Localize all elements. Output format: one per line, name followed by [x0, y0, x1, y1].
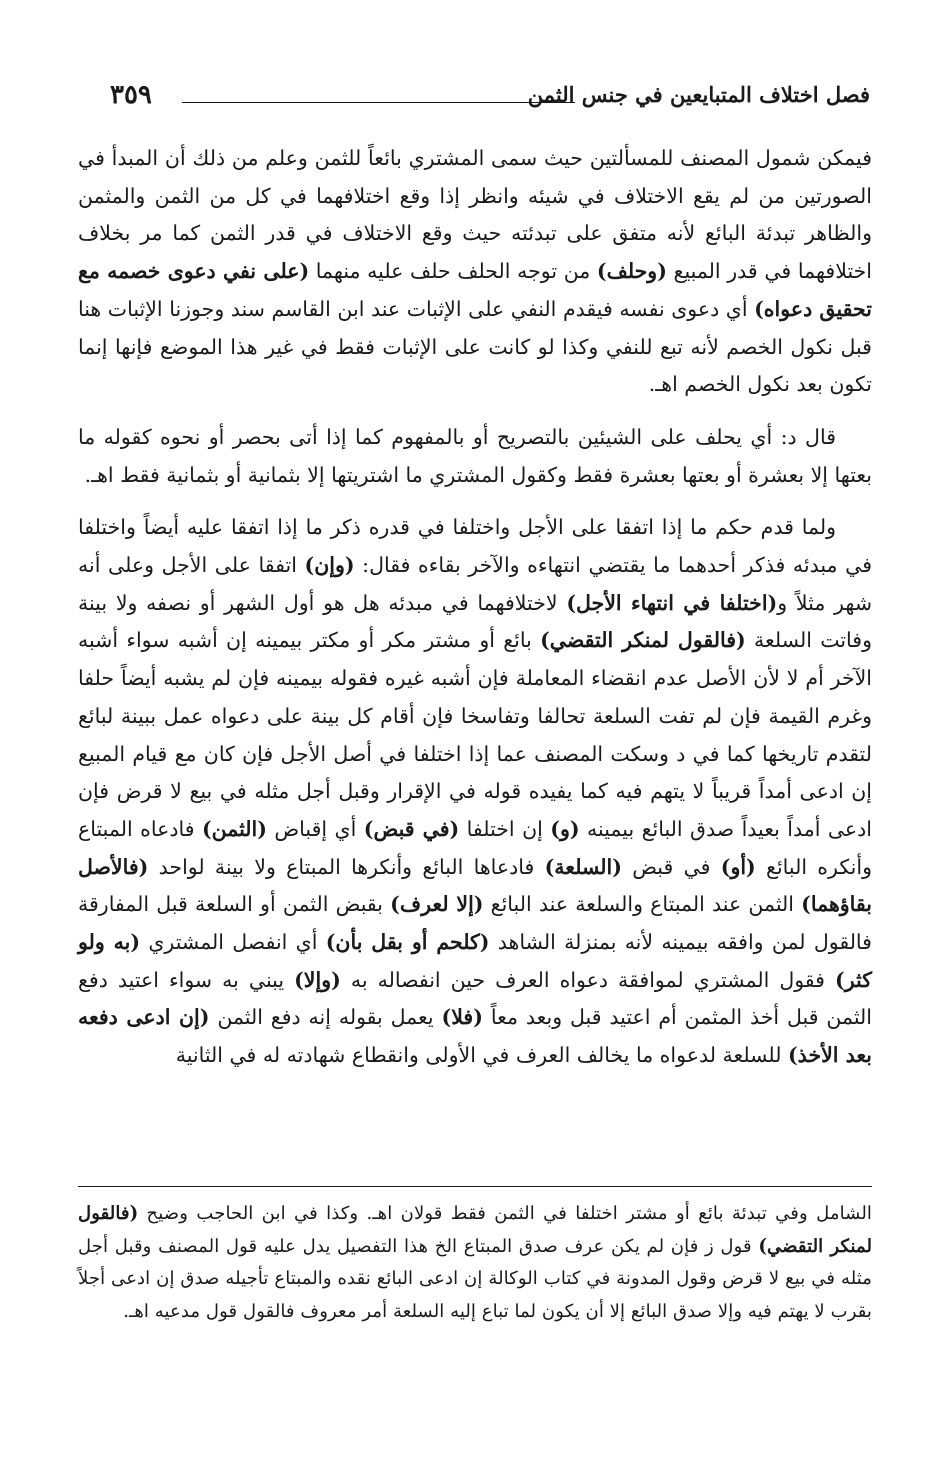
- text-segment: الشامل وفي تبدئة بائع أو مشتر اختلفا في الثمن فقط قولان اهـ. وكذا في ابن الحاجب وضيح: [138, 1203, 872, 1224]
- bold-text-segment: (في قبض): [363, 816, 460, 841]
- footnote-paragraph: [78, 1198, 872, 1328]
- bold-text-segment: (السلعة): [544, 854, 622, 879]
- text-segment: ولما قدم حكم ما إذا اتفقا على الأجل واختلفا في قدره ذكر ما إذا اتفقا عليه أيضاً واختلفا في مبدئه فذكر أحدهما ما يقتضي انتهاءه والآخر بقاءه فقال:: [78, 515, 872, 578]
- text-segment: فيمكن شمول المصنف للمسألتين حيث سمى المشتري بائعاً للثمن وعلم من ذلك أن المبدأ في الصورتين من لم يقع الاختلاف في شيئه وانظر إذا وقع اختلافهما في كل من الثمن والمثمن والظاهر تبدئة البائع لأنه متفق على تبدئته حيث وقع الاختلاف في قدر الثمن كما مر بخلاف اختلافهما في قدر المبيع: [78, 146, 872, 284]
- text-segment: أي دعوى نفسه فيقدم النفي على الإثبات عند ابن القاسم سند وجوزنا الإثبات هنا قبل نكول الخصم لأنه تبع للنفي وكذا لو كانت على الإثبات فقط في غير هذا الموضع فإنها إنما تكون بعد نكول الخصم اهـ.: [78, 296, 872, 397]
- text-segment: لاختلافهما في مبدئه هل هو أول الشهر أو نصفه ولا بينة وفاتت السلعة: [78, 590, 872, 653]
- text-segment: بائع أو مشتر مكر أو مكتر بيمينه إن أشبه سواء أشبه الآخر أم لا لأن الأصل عدم انقضاء المعاملة فإن أشبه غيره فقوله بيمينه فإن لم يشبه أيضاً حلفا وغرم القيمة فإن لم تفت السلعة تحالفا وتفاسخا فإن أقام كل بينة على دعواه عمل ببينة لبائع لتقدم تاريخها كما في د وسكت المصنف عما إذا اختلفا في أصل الأجل فإن كان مع قيام المبيع إن ادعى أمداً قريباً لا يتهم فيه كما يفيده قوله في الإقرار وقبل أجل مثله في بيع لا قرض فإن ادعى أمداً بعيداً صدق البائع بيمينه: [78, 628, 872, 841]
- bold-text-segment: (إن ادعى دفعه بعد الأخذ): [78, 1005, 872, 1068]
- text-segment: فقول المشتري لموافقة دعواه العرف حين انفصاله به: [340, 967, 836, 992]
- bold-text-segment: (وإلا): [294, 967, 341, 992]
- text-segment: فادعاه المبتاع وأنكره البائع: [78, 816, 872, 879]
- bold-text-segment: (وحلف): [596, 259, 667, 284]
- paragraph: [78, 419, 872, 494]
- bold-text-segment: (فالقول لمنكر التقضي): [78, 1203, 872, 1257]
- text-segment: في قبض: [621, 854, 721, 879]
- bold-text-segment: (اختلفا في انتهاء الأجل): [566, 590, 778, 615]
- running-title: فصل اختلاف المتبايعين في جنس الثمن: [527, 82, 870, 107]
- main-text: [78, 140, 872, 1075]
- text-segment: إن اختلفا: [459, 816, 551, 841]
- text-segment: قول ز فإن لم يكن عرف صدق المبتاع الخ هذا التفصيل يدل عليه قول المصنف وقبل أجل مثله في بيع لا قرض وقول المدونة في كتاب الوكالة إن ادعى البائع نقده والمبتاع تأجيله صدق إن ادعى أجلاً بقرب لا يهتم فيه وإلا صدق البائع إلا أن يكون لما تباع إليه السلعة أمر معروف فالقول قول مدعيه اهـ.: [78, 1235, 872, 1322]
- bold-text-segment: (به ولو كثر): [78, 930, 872, 992]
- page-number: ٣٥٩: [110, 80, 152, 110]
- paragraph: [78, 140, 872, 404]
- text-segment: اتفقا على الأجل وعلى أنه شهر مثلاً و: [78, 553, 872, 615]
- bold-text-segment: (كلحم أو بقل بأن): [325, 930, 490, 955]
- bold-text-segment: (فالأصل بقاؤهما): [78, 854, 872, 917]
- bold-text-segment: (على نفي دعوى خصمه مع تحقيق دعواه): [78, 259, 872, 321]
- bold-text-segment: (فلا): [441, 1005, 483, 1030]
- bold-text-segment: (و): [550, 816, 580, 841]
- text-segment: الثمن عند المبتاع والسلعة عند البائع: [483, 892, 802, 917]
- bold-text-segment: (الثمن): [201, 816, 267, 841]
- page-header: [110, 78, 870, 112]
- footnote-divider: [78, 1186, 872, 1187]
- text-segment: يبني به سواء اعتيد دفع الثمن قبل أخذ المثمن أم اعتيد قبل وبعد معاً: [78, 967, 872, 1030]
- bold-text-segment: (إلا لعرف): [390, 892, 484, 917]
- header-rule: [182, 102, 575, 103]
- text-segment: للسلعة لدعواه ما يخالف العرف في الأولى وانقطاع شهادته له في الثانية: [175, 1043, 788, 1068]
- bold-text-segment: (وإن): [304, 553, 355, 578]
- text-segment: أي إقباض: [266, 816, 364, 841]
- text-segment: أي انفصل المشتري: [140, 930, 326, 955]
- bold-text-segment: (أو): [720, 854, 756, 879]
- text-segment: قال د: أي يحلف على الشيئين بالتصريح أو بالمفهوم كما إذا أتى بحصر أو نحوه كقوله ما بعتها إلا بعشرة أو بعتها بعشرة فقط وكقول المشتري ما اشتريتها إلا بثمانية أو بثمانية فقط اهـ.: [78, 424, 872, 487]
- bold-text-segment: (فالقول لمنكر التقضي): [540, 628, 746, 653]
- paragraph: [78, 509, 872, 1075]
- text-segment: فادعاها البائع وأنكرها المبتاع ولا بينة لواحد: [148, 854, 545, 879]
- text-segment: من توجه الحلف حلف عليه منهما: [309, 259, 597, 284]
- text-segment: بقبض الثمن أو السلعة قبل المفارقة فالقول لمن وافقه بيمينه لأنه بمنزلة الشاهد: [78, 892, 872, 955]
- footnotes: [78, 1198, 872, 1328]
- text-segment: يعمل بقوله إنه دفع الثمن: [209, 1005, 442, 1030]
